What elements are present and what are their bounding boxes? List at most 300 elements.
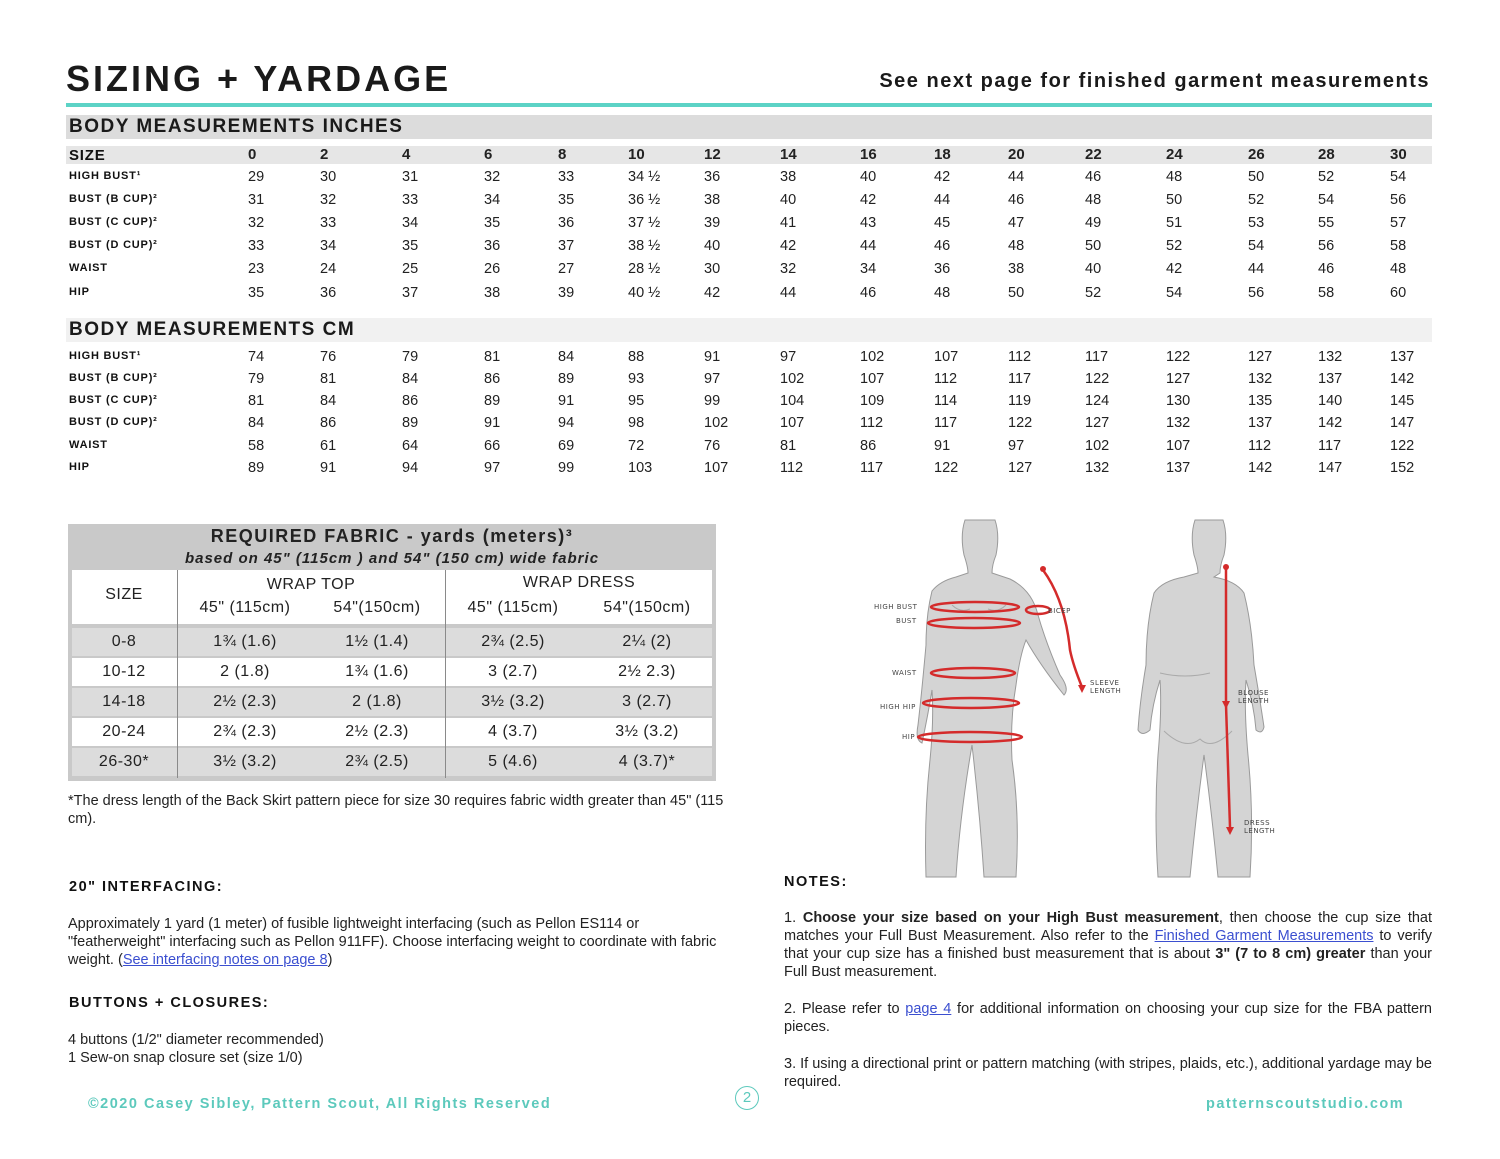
label-dress-length: LENGTH bbox=[1244, 827, 1276, 835]
measurement-cell: 40 bbox=[704, 238, 721, 254]
size-header-cell: 14 bbox=[780, 146, 797, 163]
interfacing-notes-link[interactable]: See interfacing notes on page 8 bbox=[122, 952, 328, 968]
label-dress: DRESS bbox=[1244, 819, 1271, 827]
label-sleeve-length: LENGTH bbox=[1090, 687, 1122, 695]
measurement-cell: 32 bbox=[780, 261, 797, 277]
size-header-cell: 28 bbox=[1318, 146, 1335, 163]
fabric-cell: 2 (1.8) bbox=[352, 693, 402, 710]
measurement-cell: 81 bbox=[780, 438, 797, 454]
cm-section-title: BODY MEASUREMENTS CM bbox=[69, 319, 356, 340]
note-2-text: for additional information on choosing your cup size for the FBA pattern pieces. bbox=[784, 1001, 1432, 1035]
interfacing-body: Approximately 1 yard (1 meter) of fusible lightweight interfacing (such as Pellon ES114 or "featherweight" interfacing such as Pellon 911FF). Choose interfacing weight to coordinate with fabric weight. ( bbox=[68, 916, 717, 968]
measurement-cell: 48 bbox=[1390, 261, 1407, 277]
measurement-cell: 32 bbox=[484, 169, 501, 185]
interfacing-heading: 20" INTERFACING: bbox=[69, 879, 224, 895]
fabric-cell: 5 (4.6) bbox=[488, 753, 538, 770]
fabric-cell: 3½ (3.2) bbox=[615, 723, 679, 740]
measurement-cell: 40 ½ bbox=[628, 285, 661, 301]
row-label: BUST (D CUP)² bbox=[69, 239, 158, 251]
note-1-bold: Choose your size based on your High Bust measurement bbox=[802, 910, 1219, 926]
page-subtitle: See next page for finished garment measurements bbox=[879, 70, 1430, 92]
measurement-cell: 58 bbox=[1390, 238, 1407, 254]
measurement-cell: 36 bbox=[934, 261, 951, 277]
fabric-size-cell: 0-8 bbox=[111, 633, 137, 650]
measurement-cell: 117 bbox=[860, 460, 884, 476]
measurement-cell: 91 bbox=[484, 415, 501, 431]
measurement-cell: 36 ½ bbox=[628, 192, 661, 208]
measurement-cell: 33 bbox=[402, 192, 419, 208]
fabric-cell: 3 (2.7) bbox=[622, 693, 672, 710]
measurement-cell: 86 bbox=[484, 371, 501, 387]
row-label: WAIST bbox=[69, 439, 108, 451]
measurement-cell: 42 bbox=[1166, 261, 1183, 277]
measurement-cell: 74 bbox=[248, 349, 265, 365]
measurement-cell: 53 bbox=[1248, 215, 1265, 231]
size-header-cell: 30 bbox=[1390, 146, 1407, 163]
size-header-bar bbox=[66, 146, 1432, 164]
size-header-cell: 20 bbox=[1008, 146, 1025, 163]
measurement-cell: 57 bbox=[1390, 215, 1407, 231]
measurement-cell: 29 bbox=[248, 169, 265, 185]
header-rule bbox=[66, 103, 1432, 107]
measurement-cell: 50 bbox=[1085, 238, 1102, 254]
measurement-cell: 132 bbox=[1166, 415, 1191, 431]
measurement-cell: 46 bbox=[860, 285, 877, 301]
measurement-cell: 107 bbox=[860, 371, 885, 387]
fabric-size-cell: 14-18 bbox=[102, 693, 146, 710]
measurement-cell: 122 bbox=[1008, 415, 1033, 431]
measurement-cell: 107 bbox=[704, 460, 729, 476]
measurement-cell: 97 bbox=[704, 371, 721, 387]
measurement-cell: 64 bbox=[402, 438, 419, 454]
fabric-cell: 2¾ (2.5) bbox=[481, 633, 545, 650]
measurement-cell: 127 bbox=[1008, 460, 1033, 476]
measurement-cell: 32 bbox=[248, 215, 265, 231]
measurement-cell: 112 bbox=[860, 415, 884, 431]
row-label: HIGH BUST¹ bbox=[69, 170, 142, 182]
measurement-cell: 97 bbox=[484, 460, 501, 476]
front-figure bbox=[874, 520, 1121, 877]
row-label: BUST (C CUP)² bbox=[69, 216, 158, 228]
fabric-cell: 2 (1.8) bbox=[220, 663, 270, 680]
measurement-cell: 36 bbox=[558, 215, 575, 231]
measurement-cell: 122 bbox=[934, 460, 959, 476]
fabric-width-header: 54"(150cm) bbox=[333, 599, 421, 616]
size-header-cell: 26 bbox=[1248, 146, 1265, 163]
measurement-cell: 34 bbox=[860, 261, 877, 277]
fabric-cell: 3½ (3.2) bbox=[213, 753, 277, 770]
measurement-cell: 86 bbox=[402, 393, 419, 409]
measurement-cell: 99 bbox=[558, 460, 575, 476]
measurement-cell: 86 bbox=[860, 438, 877, 454]
measurement-cell: 52 bbox=[1248, 192, 1265, 208]
fabric-size-cell: 20-24 bbox=[102, 723, 146, 740]
measurement-cell: 102 bbox=[860, 349, 885, 365]
measurement-cell: 46 bbox=[1318, 261, 1335, 277]
measurement-cell: 33 bbox=[558, 169, 575, 185]
measurement-cell: 47 bbox=[1008, 215, 1025, 231]
measurement-cell: 52 bbox=[1318, 169, 1335, 185]
measurement-cell: 46 bbox=[934, 238, 951, 254]
measurement-cell: 145 bbox=[1390, 393, 1415, 409]
measurement-cell: 76 bbox=[704, 438, 721, 454]
measurement-cell: 34 bbox=[402, 215, 419, 231]
measurement-cell: 32 bbox=[320, 192, 337, 208]
measurement-cell: 23 bbox=[248, 261, 265, 277]
measurement-cell: 127 bbox=[1085, 415, 1110, 431]
measurement-cell: 38 bbox=[484, 285, 501, 301]
measurement-cell: 38 bbox=[780, 169, 797, 185]
measurement-cell: 89 bbox=[402, 415, 419, 431]
measurement-cell: 42 bbox=[860, 192, 877, 208]
note-2-text: 2. Please refer to bbox=[784, 1001, 906, 1017]
measurement-cell: 117 bbox=[1318, 438, 1342, 454]
buttons-line: 1 Sew-on snap closure set (size 1/0) bbox=[68, 1050, 303, 1066]
size-header-cell: 4 bbox=[402, 146, 411, 163]
measurement-cell: 50 bbox=[1248, 169, 1265, 185]
fabric-table-title: REQUIRED FABRIC - yards (meters)³ bbox=[210, 526, 574, 546]
finished-measurements-link[interactable]: Finished Garment Measurements bbox=[1154, 928, 1374, 944]
measurement-cell: 44 bbox=[860, 238, 877, 254]
measurement-cell: 137 bbox=[1318, 371, 1343, 387]
buttons-heading: BUTTONS + CLOSURES: bbox=[69, 995, 270, 1011]
row-label: HIGH BUST¹ bbox=[69, 350, 142, 362]
size-header-cell: 10 bbox=[628, 146, 645, 163]
measurement-cell: 81 bbox=[320, 371, 337, 387]
measurement-cell: 86 bbox=[320, 415, 337, 431]
fabric-cell: 1½ (1.4) bbox=[345, 633, 409, 650]
label-hip: HIP bbox=[902, 733, 916, 741]
measurement-cell: 107 bbox=[1166, 438, 1191, 454]
fabric-table-subtitle: based on 45" (115cm ) and 54" (150 cm) wide fabric bbox=[184, 550, 600, 567]
measurement-cell: 44 bbox=[1248, 261, 1265, 277]
label-waist: WAIST bbox=[892, 669, 917, 677]
page-title: SIZING + YARDAGE bbox=[66, 58, 452, 99]
measurement-cell: 99 bbox=[704, 393, 721, 409]
measurement-cell: 55 bbox=[1318, 215, 1335, 231]
label-sleeve: SLEEVE bbox=[1090, 679, 1120, 687]
label-high-bust: HIGH BUST bbox=[874, 603, 918, 611]
measurement-cell: 79 bbox=[248, 371, 265, 387]
measurement-cell: 34 bbox=[484, 192, 501, 208]
measurement-cell: 81 bbox=[248, 393, 265, 409]
measurement-cell: 56 bbox=[1318, 238, 1335, 254]
measurement-cell: 130 bbox=[1166, 393, 1191, 409]
measurement-cell: 58 bbox=[1318, 285, 1335, 301]
page-number: 2 bbox=[735, 1086, 759, 1110]
measurement-cell: 147 bbox=[1318, 460, 1343, 476]
label-blouse-length: LENGTH bbox=[1238, 697, 1270, 705]
note-2 bbox=[784, 1000, 1432, 1036]
measurement-cell: 107 bbox=[780, 415, 805, 431]
size-header-cell: 0 bbox=[248, 146, 257, 163]
measurement-cell: 28 ½ bbox=[628, 261, 661, 277]
measurement-cell: 37 bbox=[402, 285, 419, 301]
measurement-cell: 89 bbox=[248, 460, 265, 476]
measurement-cell: 45 bbox=[934, 215, 951, 231]
measurement-cell: 84 bbox=[402, 371, 419, 387]
measurement-cell: 91 bbox=[320, 460, 337, 476]
measurement-cell: 122 bbox=[1166, 349, 1191, 365]
back-figure bbox=[1138, 520, 1275, 877]
measurement-cell: 117 bbox=[1008, 371, 1032, 387]
measurement-cell: 132 bbox=[1248, 371, 1273, 387]
measurement-cell: 35 bbox=[402, 238, 419, 254]
label-bust: BUST bbox=[896, 617, 917, 625]
measurement-cell: 37 bbox=[558, 238, 575, 254]
note-1-text: , then choose the cup size that matches your Full Bust Measurement. Also refer to the bbox=[784, 910, 1433, 944]
fabric-width-header: 45" (115cm) bbox=[467, 599, 559, 616]
measurement-cell: 54 bbox=[1318, 192, 1335, 208]
measurement-cell: 54 bbox=[1166, 285, 1183, 301]
fabric-cell: 2¾ (2.5) bbox=[345, 753, 409, 770]
measurement-cell: 42 bbox=[780, 238, 797, 254]
measurement-cell: 56 bbox=[1390, 192, 1407, 208]
note-1-text: to verify that your cup size has a finished bust measurement that is about bbox=[784, 928, 1433, 962]
row-label: BUST (B CUP)² bbox=[69, 372, 158, 384]
size-header-cell: 8 bbox=[558, 146, 567, 163]
size-header-cell: 18 bbox=[934, 146, 951, 163]
fabric-cell: 4 (3.7) bbox=[488, 723, 538, 740]
measurement-cell: 41 bbox=[780, 215, 797, 231]
fabric-cell: 3½ (3.2) bbox=[481, 693, 545, 710]
measurement-cell: 91 bbox=[558, 393, 575, 409]
measurement-cell: 60 bbox=[1390, 285, 1407, 301]
measurement-cell: 81 bbox=[484, 349, 501, 365]
buttons-line: 4 buttons (1/2" diameter recommended) bbox=[68, 1032, 324, 1048]
measurement-cell: 102 bbox=[1085, 438, 1110, 454]
measurement-cell: 76 bbox=[320, 349, 337, 365]
measurement-cell: 51 bbox=[1166, 215, 1183, 231]
measurement-cell: 124 bbox=[1085, 393, 1110, 409]
measurement-cell: 25 bbox=[402, 261, 419, 277]
measurement-cell: 56 bbox=[1248, 285, 1265, 301]
inches-section-title: BODY MEASUREMENTS INCHES bbox=[69, 116, 404, 137]
measurement-cell: 49 bbox=[1085, 215, 1102, 231]
measurement-cell: 54 bbox=[1390, 169, 1407, 185]
measurement-cell: 48 bbox=[1085, 192, 1102, 208]
measurement-cell: 54 bbox=[1248, 238, 1265, 254]
fabric-width-header: 54"(150cm) bbox=[603, 599, 691, 616]
measurement-cell: 142 bbox=[1318, 415, 1343, 431]
measurement-cell: 119 bbox=[1008, 393, 1032, 409]
row-label: WAIST bbox=[69, 262, 108, 274]
measurement-cell: 102 bbox=[780, 371, 805, 387]
fabric-cell: 2½ 2.3) bbox=[618, 663, 676, 680]
label-bicep: BICEP bbox=[1048, 607, 1071, 615]
measurement-cell: 132 bbox=[1085, 460, 1110, 476]
measurement-cell: 38 bbox=[1008, 261, 1025, 277]
measurement-cell: 88 bbox=[628, 349, 645, 365]
fabric-divider bbox=[445, 570, 446, 778]
measurement-cell: 102 bbox=[704, 415, 729, 431]
measurement-cell: 34 bbox=[320, 238, 337, 254]
measurement-cell: 42 bbox=[704, 285, 721, 301]
measurement-cell: 27 bbox=[558, 261, 575, 277]
measurement-cell: 30 bbox=[704, 261, 721, 277]
measurement-cell: 40 bbox=[860, 169, 877, 185]
measurement-cell: 46 bbox=[1008, 192, 1025, 208]
measurement-cell: 48 bbox=[1008, 238, 1025, 254]
measurement-cell: 39 bbox=[704, 215, 721, 231]
measurement-cell: 38 bbox=[704, 192, 721, 208]
measurement-cell: 35 bbox=[248, 285, 265, 301]
measurement-cell: 61 bbox=[320, 438, 337, 454]
measurement-cell: 36 bbox=[704, 169, 721, 185]
measurement-cell: 142 bbox=[1390, 371, 1415, 387]
page-4-link[interactable]: page 4 bbox=[905, 1001, 952, 1017]
measurement-cell: 109 bbox=[860, 393, 885, 409]
measurement-cell: 84 bbox=[248, 415, 265, 431]
note-1-text: than your Full Bust measurement. bbox=[784, 946, 1432, 980]
fabric-size-header: SIZE bbox=[105, 586, 143, 603]
note-3: 3. If using a directional print or pattern matching (with stripes, plaids, etc.), additional yardage may be required. bbox=[784, 1056, 1432, 1090]
fabric-cell: 1¾ (1.6) bbox=[213, 633, 277, 650]
fabric-cell: 2¾ (2.3) bbox=[213, 723, 277, 740]
measurement-cell: 91 bbox=[934, 438, 951, 454]
measurement-cell: 50 bbox=[1166, 192, 1183, 208]
fabric-divider bbox=[177, 570, 178, 778]
measurement-cell: 40 bbox=[1085, 261, 1102, 277]
measurement-cell: 95 bbox=[628, 393, 645, 409]
measurement-cell: 117 bbox=[1085, 349, 1109, 365]
size-header-cell: 2 bbox=[320, 146, 329, 163]
measurement-cell: 52 bbox=[1166, 238, 1183, 254]
measurement-cell: 122 bbox=[1085, 371, 1110, 387]
footer-site[interactable]: patternscoutstudio.com bbox=[1206, 1096, 1405, 1112]
size-header-cell: 6 bbox=[484, 146, 493, 163]
fabric-cell: 4 (3.7)* bbox=[618, 753, 676, 770]
measurement-cell: 43 bbox=[860, 215, 877, 231]
measurement-cell: 30 bbox=[320, 169, 337, 185]
measurement-cell: 35 bbox=[558, 192, 575, 208]
notes-heading: NOTES: bbox=[784, 874, 848, 890]
fabric-footnote: *The dress length of the Back Skirt pattern piece for size 30 requires fabric width greater than 45" (115 cm). bbox=[68, 793, 724, 827]
measurement-cell: 36 bbox=[320, 285, 337, 301]
measurement-cell: 31 bbox=[402, 169, 419, 185]
measurement-cell: 94 bbox=[402, 460, 419, 476]
measurement-cell: 137 bbox=[1390, 349, 1415, 365]
fabric-cell: 2¼ (2) bbox=[622, 633, 672, 650]
row-label: HIP bbox=[69, 461, 90, 473]
measurement-cell: 48 bbox=[934, 285, 951, 301]
fabric-group-top: WRAP TOP bbox=[266, 576, 356, 593]
footer-copyright: ©2020 Casey Sibley, Pattern Scout, All Rights Reserved bbox=[88, 1096, 552, 1112]
measurement-cell: 69 bbox=[558, 438, 575, 454]
measurement-cell: 42 bbox=[934, 169, 951, 185]
measurement-cell: 140 bbox=[1318, 393, 1343, 409]
measurement-cell: 33 bbox=[320, 215, 337, 231]
measurement-cell: 36 bbox=[484, 238, 501, 254]
fabric-cell: 1¾ (1.6) bbox=[345, 663, 409, 680]
size-header-cell: 24 bbox=[1166, 146, 1183, 163]
row-label: BUST (C CUP)² bbox=[69, 394, 158, 406]
measurement-cell: 112 bbox=[780, 460, 804, 476]
measurement-cell: 79 bbox=[402, 349, 419, 365]
measurement-cell: 93 bbox=[628, 371, 645, 387]
measurement-cell: 127 bbox=[1166, 371, 1191, 387]
measurement-cell: 147 bbox=[1390, 415, 1415, 431]
measurement-cell: 89 bbox=[484, 393, 501, 409]
label-high-hip: HIGH HIP bbox=[880, 703, 916, 711]
measurement-cell: 40 bbox=[780, 192, 797, 208]
row-label: BUST (D CUP)² bbox=[69, 416, 158, 428]
measurement-cell: 24 bbox=[320, 261, 337, 277]
measurement-cell: 132 bbox=[1318, 349, 1343, 365]
measurement-cell: 66 bbox=[484, 438, 501, 454]
measurement-cell: 38 ½ bbox=[628, 238, 661, 254]
note-1-bold: 3" (7 to 8 cm) greater bbox=[1215, 946, 1366, 962]
size-header-cell: 16 bbox=[860, 146, 877, 163]
note-1-prefix: 1. bbox=[784, 910, 803, 926]
measurement-cell: 117 bbox=[934, 415, 958, 431]
interfacing-close: ) bbox=[327, 952, 333, 968]
measurement-cell: 112 bbox=[934, 371, 958, 387]
measurement-cell: 44 bbox=[1008, 169, 1025, 185]
measurement-cell: 107 bbox=[934, 349, 959, 365]
measurement-cell: 137 bbox=[1248, 415, 1273, 431]
measurement-cell: 152 bbox=[1390, 460, 1415, 476]
measurement-cell: 97 bbox=[1008, 438, 1025, 454]
measurement-cell: 137 bbox=[1166, 460, 1191, 476]
measurement-cell: 114 bbox=[934, 393, 958, 409]
measurement-cell: 35 bbox=[484, 215, 501, 231]
measurement-cell: 89 bbox=[558, 371, 575, 387]
measurement-cell: 72 bbox=[628, 438, 645, 454]
measurement-cell: 112 bbox=[1248, 438, 1272, 454]
measurement-cell: 44 bbox=[780, 285, 797, 301]
measurement-cell: 91 bbox=[704, 349, 721, 365]
label-blouse: BLOUSE bbox=[1238, 689, 1269, 697]
measurement-cell: 39 bbox=[558, 285, 575, 301]
measurement-cell: 104 bbox=[780, 393, 805, 409]
measurement-cell: 97 bbox=[780, 349, 797, 365]
row-label: HIP bbox=[69, 286, 90, 298]
measurement-cell: 52 bbox=[1085, 285, 1102, 301]
measurement-cell: 135 bbox=[1248, 393, 1273, 409]
measurement-cell: 94 bbox=[558, 415, 575, 431]
measurement-cell: 127 bbox=[1248, 349, 1273, 365]
measurement-cell: 84 bbox=[558, 349, 575, 365]
fabric-width-header: 45" (115cm) bbox=[199, 599, 291, 616]
fabric-cell: 2½ (2.3) bbox=[213, 693, 277, 710]
measurement-cell: 31 bbox=[248, 192, 265, 208]
measurement-cell: 44 bbox=[934, 192, 951, 208]
measurement-cell: 84 bbox=[320, 393, 337, 409]
size-header-cell: 12 bbox=[704, 146, 721, 163]
measurement-cell: 48 bbox=[1166, 169, 1183, 185]
measurement-cell: 33 bbox=[248, 238, 265, 254]
measurement-cell: 142 bbox=[1248, 460, 1273, 476]
fabric-size-cell: 10-12 bbox=[102, 663, 146, 680]
size-header-label: SIZE bbox=[69, 147, 106, 164]
measurement-cell: 34 ½ bbox=[628, 169, 661, 185]
fabric-cell: 2½ (2.3) bbox=[345, 723, 409, 740]
fabric-size-cell: 26-30* bbox=[98, 753, 150, 770]
measurement-cell: 58 bbox=[248, 438, 265, 454]
measurement-cell: 98 bbox=[628, 415, 645, 431]
fabric-group-dress: WRAP DRESS bbox=[522, 574, 636, 591]
measurement-cell: 122 bbox=[1390, 438, 1415, 454]
measurement-figures bbox=[860, 515, 1280, 885]
measurement-cell: 37 ½ bbox=[628, 215, 661, 231]
fabric-cell: 3 (2.7) bbox=[488, 663, 538, 680]
measurement-cell: 46 bbox=[1085, 169, 1102, 185]
row-label: BUST (B CUP)² bbox=[69, 193, 158, 205]
measurement-cell: 26 bbox=[484, 261, 501, 277]
measurement-cell: 103 bbox=[628, 460, 653, 476]
size-header-cell: 22 bbox=[1085, 146, 1102, 163]
